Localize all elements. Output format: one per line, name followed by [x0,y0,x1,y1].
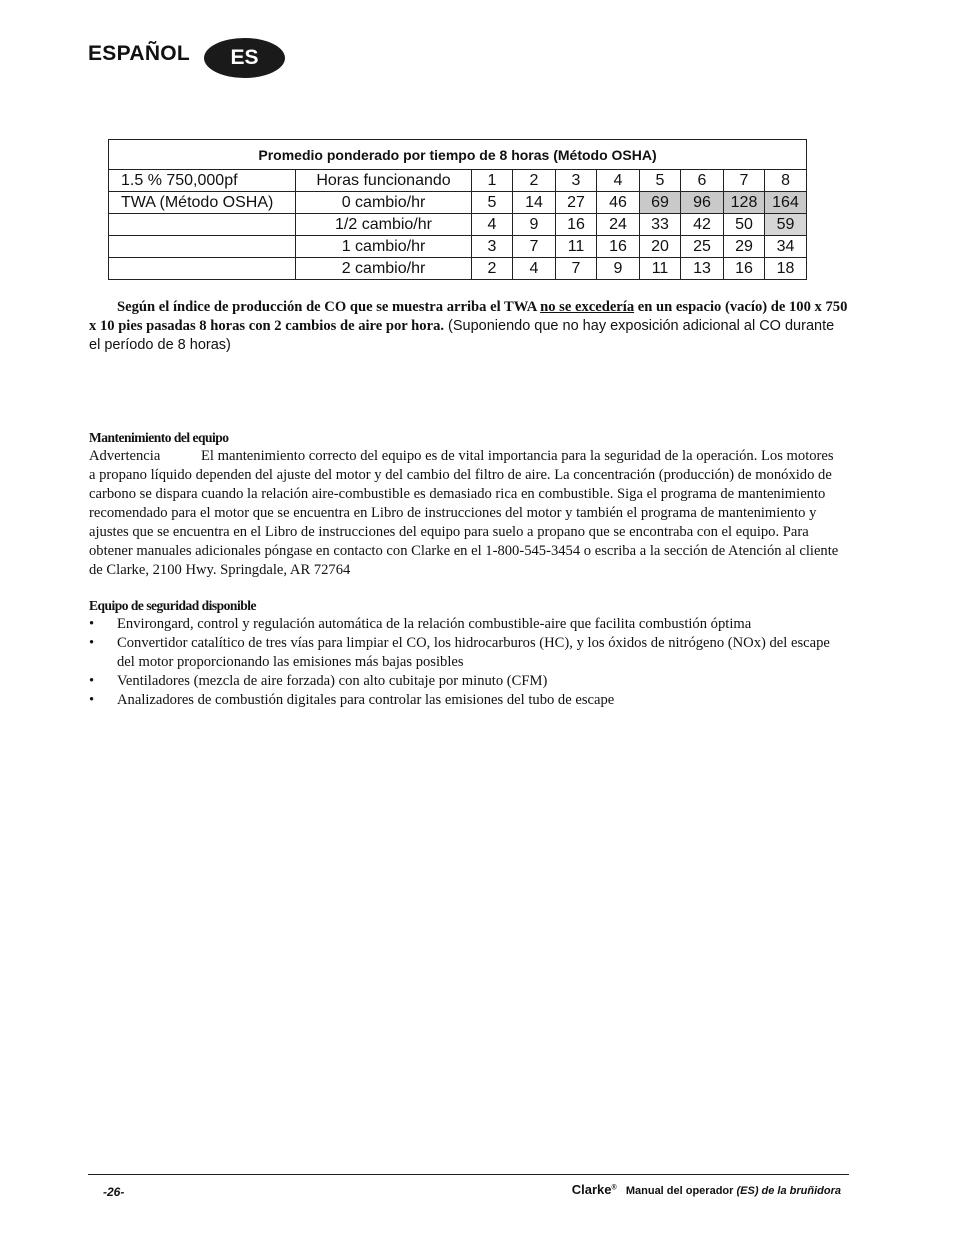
table-cell: 5 [640,170,681,192]
maintenance-paragraph [89,447,841,580]
language-badge: ES [204,38,285,78]
table-cell: 42 [681,214,724,236]
table-row [109,192,807,214]
table-cell: 4 [472,214,513,236]
brand-name: Clarke [571,1182,612,1197]
safety-equipment-list [89,615,841,710]
row-label: 0 cambio/hr [296,192,472,214]
table-cell: 16 [724,258,765,280]
table-cell: 16 [556,214,597,236]
table-cell: 34 [765,236,807,258]
table-row [109,236,807,258]
table-cell: 16 [597,236,640,258]
table-cell-highlighted: 128 [724,192,765,214]
twa-summary-paragraph [89,298,849,355]
table-cell: 4 [597,170,640,192]
table-cell: 33 [640,214,681,236]
row-label: 1 cambio/hr [296,236,472,258]
list-item-text: Ventiladores (mezcla de aire forzada) con alto cubitaje por minuto (CFM) [117,673,548,689]
table-cell: 2 [472,258,513,280]
table-cell: 7 [724,170,765,192]
warning-label: Advertencia [89,448,161,464]
table-cell-highlighted: 164 [765,192,807,214]
table-cell: 1 [472,170,513,192]
maintenance-text: El mantenimiento correcto del equipo es de vital importancia para la seguridad de la operación. Los motores a propano líquido dependen del ajuste del motor y del cambio del filtro de aire. La concentración (producción) de monóxido de carbono se dispara cuando la relación aire-combustible es demasiado rica en combustible. Siga el programa de mantenimiento recomendado para el motor que se encuentra en Libro de instrucciones del motor y también el programa de mantenimiento y ajustes que se encuentra en el Libro de instrucciones del equipo para suelo a propano que se encontraba con el equipo. Para obtener manuales adicionales póngase en contacto con Clarke en el 1-800-545-3454 o escriba a la sección de Atención al cliente de Clarke, 2100 Hwy. Springdale, AR 72764 [89,448,839,578]
bullet-icon: • [89,692,95,708]
table-cell: 6 [681,170,724,192]
table-row [109,258,807,280]
table-cell-highlighted: 59 [765,214,807,236]
table-cell: 25 [681,236,724,258]
bullet-icon: • [89,673,95,689]
table-cell: 11 [556,236,597,258]
table-cell: 24 [597,214,640,236]
bullet-icon: • [89,616,95,632]
table-cell: 8 [765,170,807,192]
bullet-icon: • [89,635,95,651]
list-item [89,615,841,634]
list-item [89,672,841,691]
table-cell: 4 [513,258,556,280]
table-cell: 3 [472,236,513,258]
table-cell: 27 [556,192,597,214]
table-cell: 29 [724,236,765,258]
table-cell-highlighted: 96 [681,192,724,214]
table-row [109,170,807,192]
language-heading: ESPAÑOL [88,42,191,65]
table-cell: 9 [513,214,556,236]
table-cell: 20 [640,236,681,258]
page-number: -26- [103,1185,125,1199]
maintenance-heading: Mantenimiento del equipo [89,430,229,445]
manual-subtitle: (ES) de la bruñidora [736,1185,841,1197]
safety-heading: Equipo de seguridad disponible [89,598,256,613]
table-cell [109,258,296,280]
manual-title: Manual del operador [625,1185,737,1197]
row-label: Horas funcionando [296,170,472,192]
list-item-text: Environgard, control y regulación automática de la relación combustible-aire que facilita combustión óptima [117,616,752,632]
registered-mark: ® [611,1184,617,1192]
row-label: 2 cambio/hr [296,258,472,280]
table-cell: 18 [765,258,807,280]
table-cell: TWA (Método OSHA) [109,192,296,214]
table-cell: 9 [597,258,640,280]
list-item [89,691,841,710]
summary-underlined: no se excedería [540,299,635,315]
table-cell: 50 [724,214,765,236]
table-cell: 1.5 % 750,000pf [109,170,296,192]
table-cell: 13 [681,258,724,280]
table-row [109,214,807,236]
table-cell [109,214,296,236]
table-cell: 11 [640,258,681,280]
table-cell: 14 [513,192,556,214]
list-item [89,634,841,672]
list-item-text: Analizadores de combustión digitales para controlar las emisiones del tubo de escape [117,692,615,708]
summary-note: (Suponiendo que no hay exposición adicional al CO durante el período de 8 horas) [89,318,835,353]
table-cell: 7 [556,258,597,280]
list-item-text: Convertidor catalítico de tres vías para limpiar el CO, los hidrocarburos (HC), y los óxidos de nitrógeno (NOx) del escape del motor proporcionando las emisiones más bajas posibles [117,635,830,670]
table-cell: 3 [556,170,597,192]
table-cell: 7 [513,236,556,258]
table-cell: 5 [472,192,513,214]
table-cell: 2 [513,170,556,192]
table-cell [109,236,296,258]
table-cell-highlighted: 69 [640,192,681,214]
footer-divider [88,1174,849,1175]
footer-title [572,1182,841,1197]
table-title: Promedio ponderado por tiempo de 8 horas (Método OSHA) [109,140,807,170]
summary-bold-start: Según el índice de producción de CO que se muestra arriba el TWA [117,299,541,315]
osha-twa-table [108,139,807,280]
row-label: 1/2 cambio/hr [296,214,472,236]
summary-bold-end: en un espacio (vacío) de 100 x 750 x 10 pies pasadas 8 horas con 2 cambios de aire por hora. [89,299,848,334]
table-cell: 46 [597,192,640,214]
